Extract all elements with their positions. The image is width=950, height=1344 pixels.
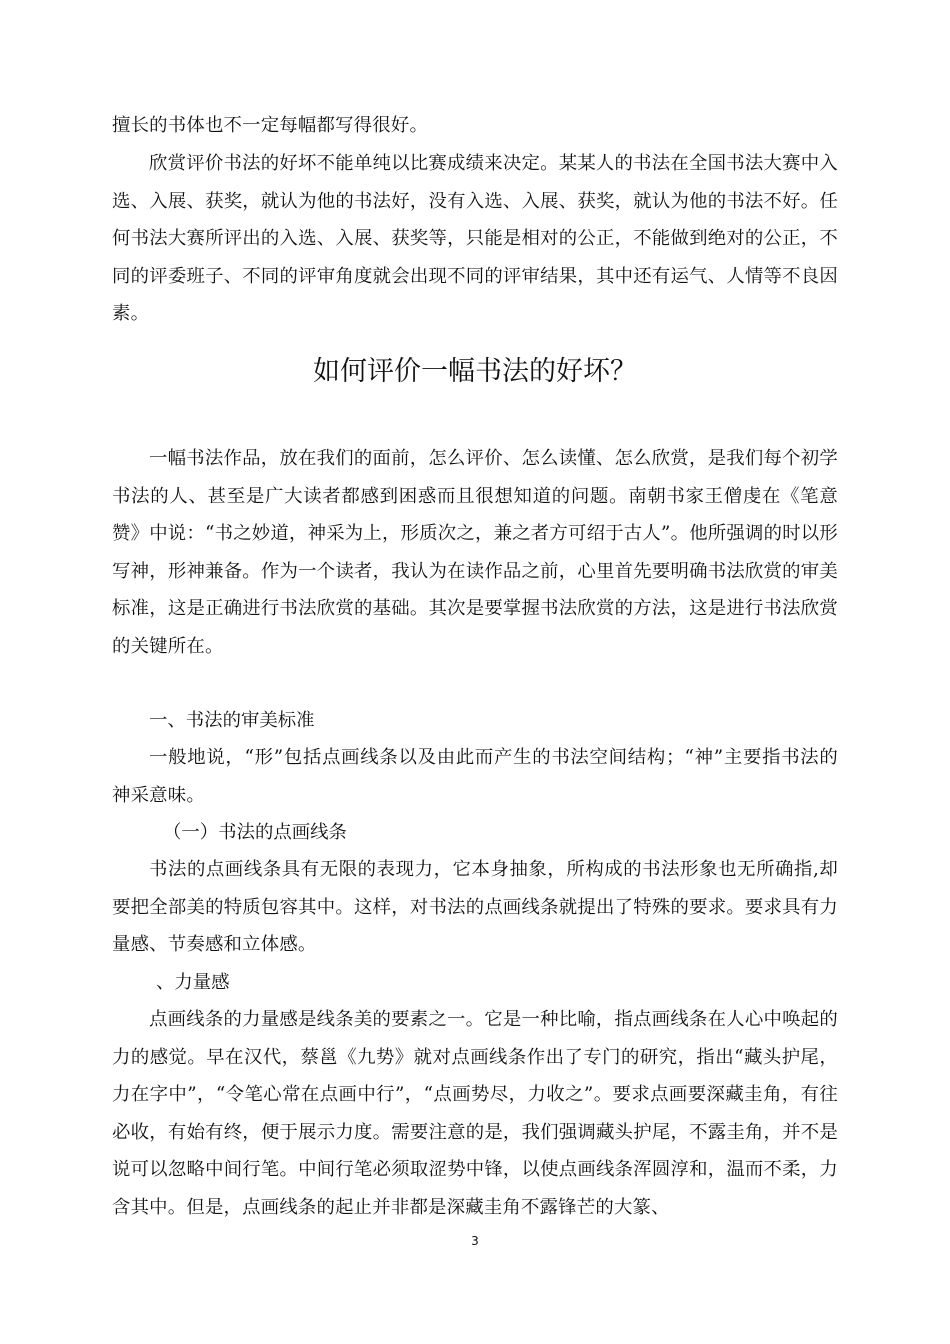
section-title: 如何评价一幅书法的好坏？ bbox=[313, 356, 637, 387]
page-number: 3 bbox=[471, 1234, 479, 1248]
body-paragraph-strength: 点画线条的力量感是线条美的要素之一。它是一种比喻，指点画线条在人心中唤起的力的感觉。早在汉代，蔡邕《九势》就对点画线条作出了专门的研究，指出“藏头护尾，力在字中”，“令笔心常在点画中行”，“点画势尽，力收之”。要求点画要深藏圭角，有往必收，有始有终，便于展示力度。需要注意的是，我们强调藏头护尾，不露圭角，并不是说可以忽略中间行笔。中间行笔必须取涩势中锋，以使点画线条浑圆淳和，温而不柔，力含其中。但是，点画线条的起止并非都是深藏圭角不露锋芒的大篆、 bbox=[112, 1009, 838, 1218]
body-paragraph-intro: 一幅书法作品，放在我们的面前，怎么评价、怎么读懂、怎么欣赏，是我们每个初学书法的人、甚至是广大读者都感到困惑而且很想知道的问题。南朝书家王僧虔在《笔意赞》中说：“书之妙道，神采为上，形质次之，兼之者方可绍于古人”。他所强调的时以形写神，形神兼备。作为一个读者，我认为在读作品之前，心里首先要明确书法欣赏的审美标准，这是正确进行书法欣赏的基础。其次是要掌握书法欣赏的方法，这是进行书法欣赏的关键所在。 bbox=[112, 448, 838, 657]
subsection-heading-lines: （一）书法的点画线条 bbox=[163, 822, 347, 843]
item-heading-strength: 、力量感 bbox=[156, 972, 230, 993]
body-paragraph-form-spirit: 一般地说，“形”包括点画线条以及由此而产生的书法空间结构；“神”主要指书法的神采意味。 bbox=[112, 747, 838, 806]
section-heading-aesthetic-standard: 一、书法的审美标准 bbox=[149, 710, 315, 731]
body-paragraph-competition: 欣赏评价书法的好坏不能单纯以比赛成绩来决定。某某人的书法在全国书法大赛中入选、入展、获奖，就认为他的书法好，没有入选、入展、获奖，就认为他的书法不好。任何书法大赛所评出的入选、入展、获奖等，只能是相对的公正，不能做到绝对的公正，不同的评委班子、不同的评审角度就会出现不同的评审结果，其中还有运气、人情等不良因素。 bbox=[112, 153, 838, 325]
body-paragraph-lines: 书法的点画线条具有无限的表现力，它本身抽象，所构成的书法形象也无所确指,却要把全部美的特质包容其中。这样，对书法的点画线条就提出了特殊的要求。要求具有力量感、节奏感和立体感。 bbox=[112, 859, 838, 956]
body-paragraph-continuation: 擅长的书体也不一定每幅都写得很好。 bbox=[112, 115, 429, 136]
